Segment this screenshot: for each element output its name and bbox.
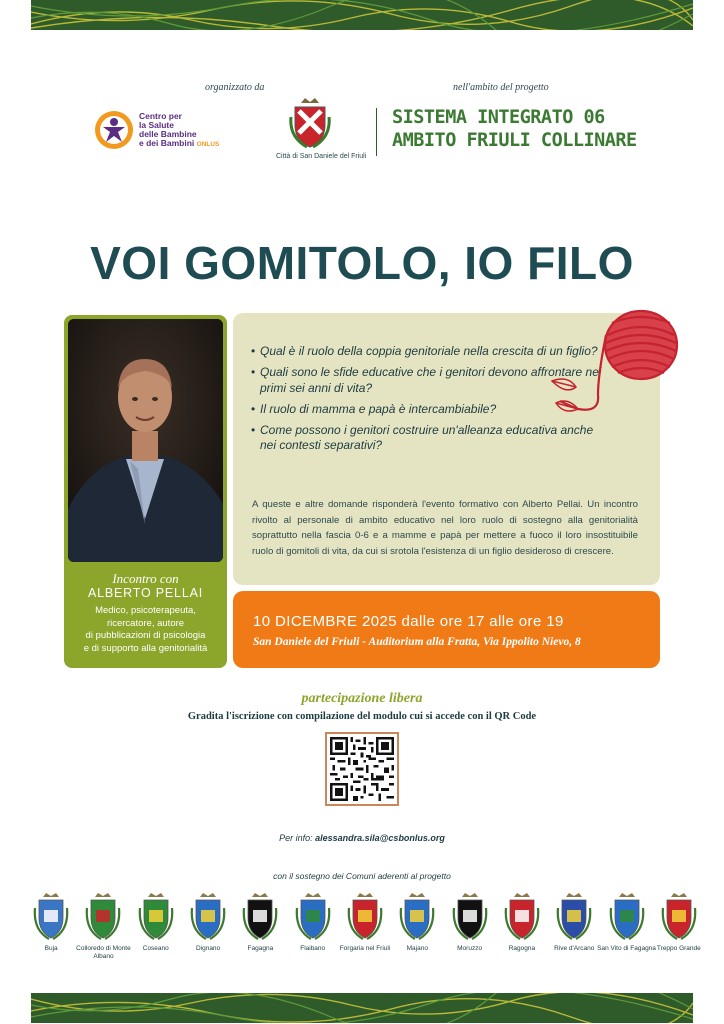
river-crest-icon — [189, 892, 227, 942]
participation-label: partecipazione libera — [301, 691, 423, 706]
event-description: A queste e altre domande risponderà l'evento formativo con Alberto Pellai. Un incontro rivolto al personale di ambito educativo nel loro ruolo di sostegno alla genitorialità soprattutto nella fascia 0-6 e a mamme e papà per mettere a fuoco il loro insostituibile ruolo di gomitoli di vita, da cui si srotola l'esistenza di un figlio desideroso di crescere. — [252, 499, 638, 557]
moon-crest-icon — [555, 892, 593, 942]
san-daniele-crest-icon — [289, 97, 331, 149]
tower-crest-icon — [84, 892, 122, 942]
bull-crest-icon — [32, 892, 70, 942]
municipality-name: Fagagna — [247, 945, 274, 952]
event-date: 10 DICEMBRE 2025 dalle ore 17 alle ore 19 — [253, 613, 564, 630]
municipality-name: Coseano — [142, 945, 169, 952]
question-item: • Quali sono le sfide educative che i genitori devono affrontare nei primi sei anni di vita? — [251, 365, 611, 396]
event-title: VOI GOMITOLO, IO FILO — [90, 237, 634, 289]
municipality-name: Buja — [44, 945, 58, 952]
support-text: con il sostegno dei Comuni aderenti al progetto — [273, 871, 451, 881]
municipality-name: Treppo Grande — [656, 945, 701, 952]
question-item: • Il ruolo di mamma e papà è intercambiabile? — [251, 402, 611, 418]
bottom-decorative-band — [31, 993, 693, 1023]
municipality-name: Moruzzo — [457, 945, 483, 952]
speaker-card — [64, 315, 227, 668]
city-caption: Città di San Daniele del Friuli — [276, 153, 367, 160]
tree-crest-icon — [608, 892, 646, 942]
yarn-ball-icon — [548, 305, 683, 420]
speaker-photo — [68, 319, 223, 562]
speaker-name: ALBERTO PELLAI — [88, 586, 203, 600]
question-item: • Come possono i genitori costruire un'alleanza educativa anche nei contesti separativi? — [251, 423, 611, 454]
contact-info: Per info: alessandra.sila@csbonlus.org — [279, 833, 445, 843]
organized-by-label: organizzato da — [205, 82, 265, 93]
municipality-name: San Vito di Fagagna — [597, 945, 656, 952]
organizer-name: Centro per la Salute delle Bambine e dei Bambini ONLUS — [139, 111, 220, 148]
municipality-name: Rive d'Arcano — [554, 945, 595, 952]
municipality-name: Flaibano — [300, 945, 326, 952]
municipality-name: Ragogna — [508, 945, 536, 952]
mountain-crest-icon — [346, 892, 384, 942]
event-location: San Daniele del Friuli - Auditorium alla Fratta, Via Ippolito Nievo, 8 — [253, 636, 581, 648]
sword-crest-icon — [398, 892, 436, 942]
municipality-crest — [647, 892, 711, 953]
speaker-intro: Incontro con — [112, 571, 179, 586]
castle-crest-icon — [503, 892, 541, 942]
registration-qr-code[interactable] — [325, 732, 399, 806]
project-title: SISTEMA INTEGRATO 06 AMBITO FRIULI COLLINARE — [392, 107, 637, 151]
municipality-name: Dignano — [195, 945, 221, 952]
registration-text: Gradita l'iscrizione con compilazione del modulo cui si accede con il QR Code — [187, 711, 537, 722]
diagonal-crest-icon — [294, 892, 332, 942]
top-decorative-band — [31, 0, 693, 30]
municipality-name: Majano — [406, 945, 428, 952]
csb-logo-icon — [94, 110, 134, 150]
municipality-crests — [25, 892, 705, 972]
checker-crest-icon — [451, 892, 489, 942]
chevron-crest-icon — [660, 892, 698, 942]
municipality-name: Colloredo di Monte Albano — [76, 945, 131, 960]
municipality-name: Forgaria nel Friuli — [339, 945, 391, 952]
header-divider — [376, 108, 377, 156]
stripes-crest-icon — [241, 892, 279, 942]
project-context-label: nell'ambito del progetto — [453, 82, 549, 93]
contact-email[interactable]: alessandra.sila@csbonlus.org — [315, 833, 445, 843]
question-item: • Qual è il ruolo della coppia genitoriale nella crescita di un figlio? — [251, 344, 611, 360]
speaker-bio: Medico, psicoterapeuta, ricercatore, autore di pubblicazioni di psicologia e di supporto alla genitorialità — [83, 605, 208, 654]
landscape-crest-icon — [137, 892, 175, 942]
